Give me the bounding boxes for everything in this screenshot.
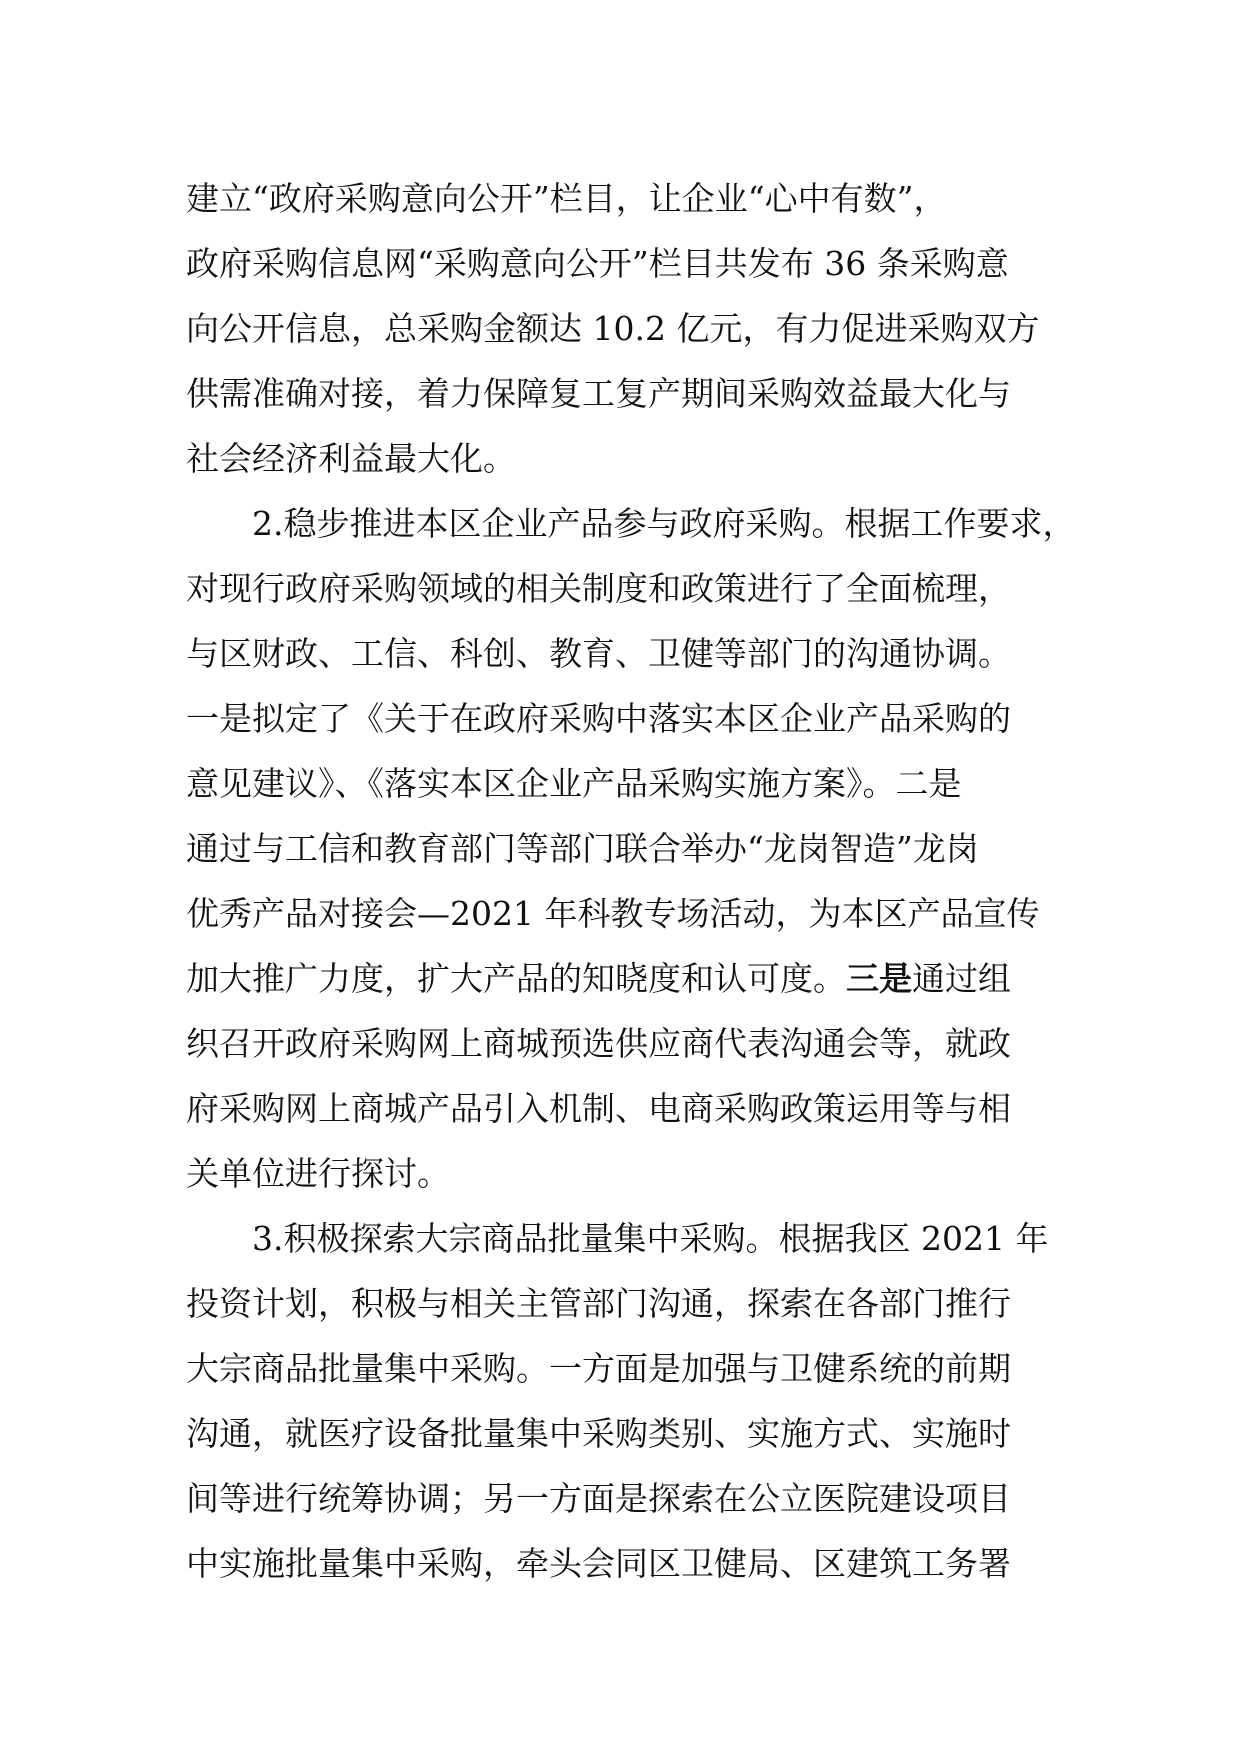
text-line: 对现行政府采购领域的相关制度和政策进行了全面梳理， [186,569,1011,608]
text-line: 2.稳步推进本区企业产品参与政府采购。根据工作要求， [252,504,1076,543]
text-line: 沟通，就医疗设备批量集中采购类别、实施方式、实施时 [186,1414,1011,1453]
text-line: 意见建议》、《落实本区企业产品采购实施方案》。二是 [186,764,962,803]
text-line: 关单位进行探讨。 [186,1154,450,1193]
text-line: 大宗商品批量集中采购。一方面是加强与卫健系统的前期 [186,1349,1011,1388]
text-line: 投资计划，积极与相关主管部门沟通，探索在各部门推行 [186,1284,1011,1323]
text-segment: 通过组 [912,959,1011,998]
body-text [186,166,1086,1596]
text-line [186,946,1086,1011]
text-segment: 加大推广力度，扩大产品的知晓度和认可度。 [186,959,846,998]
bold-text-segment: 三是 [846,959,912,998]
text-line: 社会经济利益最大化。 [186,439,516,478]
text-line: 中实施批量集中采购，牵头会同区卫健局、区建筑工务署 [186,1544,1011,1583]
text-line: 优秀产品对接会—2021 年科教专场活动，为本区产品宣传 [186,894,1040,933]
text-line: 政府采购信息网“采购意向公开”栏目共发布 36 条采购意 [186,244,1009,283]
text-line: 向公开信息，总采购金额达 10.2 亿元，有力促进采购双方 [186,309,1040,348]
text-line: 一是拟定了《关于在政府采购中落实本区企业产品采购的 [186,699,1011,738]
text-line: 织召开政府采购网上商城预选供应商代表沟通会等，就政 [186,1024,1011,1063]
text-line: 与区财政、工信、科创、教育、卫健等部门的沟通协调。 [186,634,1011,673]
text-line: 府采购网上商城产品引入机制、电商采购政策运用等与相 [186,1089,1011,1128]
text-line: 建立“政府采购意向公开”栏目，让企业“心中有数”， [186,179,947,218]
text-line: 间等进行统筹协调；另一方面是探索在公立医院建设项目 [186,1479,1011,1518]
text-line: 通过与工信和教育部门等部门联合举办“龙岗智造”龙岗 [186,829,979,868]
text-line: 供需准确对接，着力保障复工复产期间采购效益最大化与 [186,374,1011,413]
text-line: 3.积极探索大宗商品批量集中采购。根据我区 2021 年 [252,1219,1049,1258]
